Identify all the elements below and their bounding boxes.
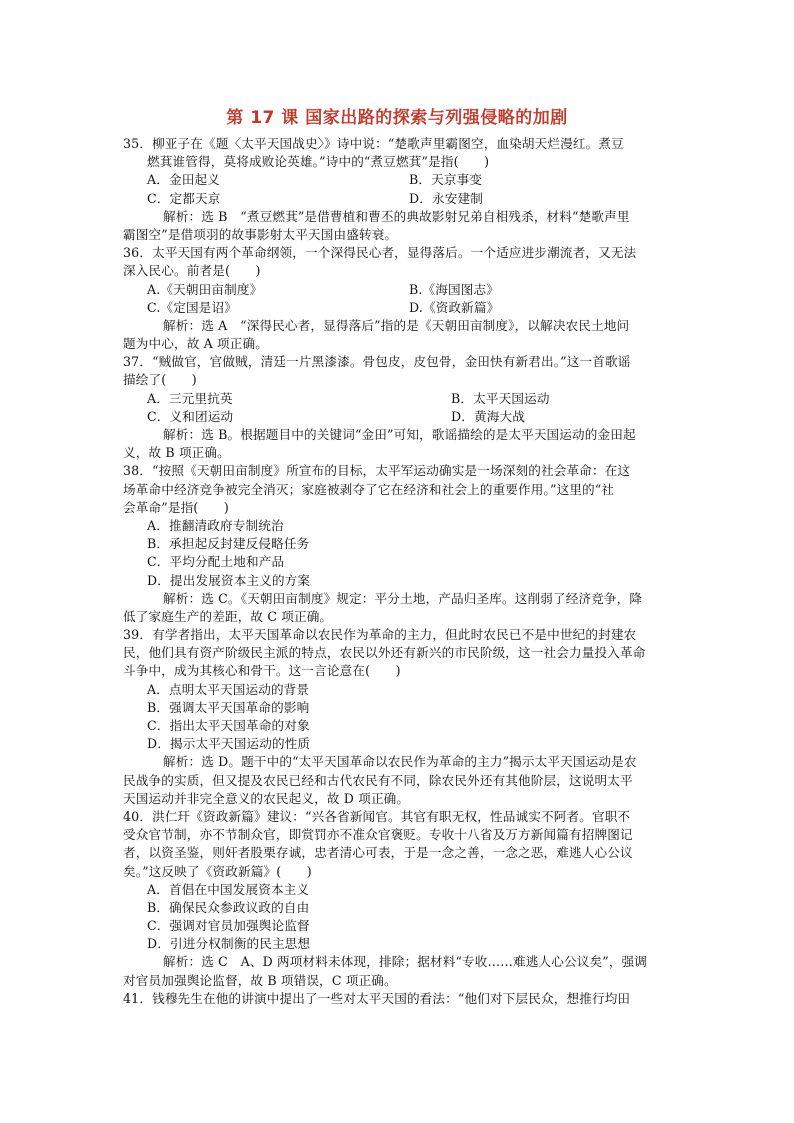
- analysis-line: 霸图空”是借项羽的故事影射太平天国由盛转衰。: [123, 226, 398, 242]
- question-list: [123, 135, 675, 1008]
- question-stem-line: 40．洪仁玕《资政新篇》建议：“兴各省新闻官。其官有职无权，性品诚实不阿者。官职不: [123, 808, 631, 824]
- question-stem-line: 36．太平天国有两个革命纲领，一个深得民心者，显得落后。一个适应进步潮流者，又无法: [123, 245, 637, 261]
- question-39: [123, 626, 675, 808]
- question-stem-line: 斗争中，成为其核心和骨干。这一言论意在( ): [123, 663, 401, 679]
- option-c: C.《定国是诏》: [147, 299, 237, 315]
- option-d: D.《资政新篇》: [409, 299, 500, 315]
- option-a: A．金田起义: [147, 172, 220, 188]
- analysis-line: 低了家庭生产的差距，故 C 项正确。: [123, 608, 333, 624]
- option-a: A．推翻清政府专制统治: [147, 517, 284, 533]
- question-stem-line: 民，他们具有资产阶级民主派的特点，农民以外还有新兴的市民阶级，这一社会力量投入革命: [123, 645, 646, 661]
- option-row: [123, 390, 675, 408]
- analysis-line: 解析：选 B。根据题目中的关键词“金田”可知，歌谣描绘的是太平天国运动的金田起: [163, 427, 636, 442]
- analysis-line: 民战争的实质，但又提及农民已经和古代农民有不同，除农民外还有其他阶层，这说明太平: [123, 772, 633, 788]
- option-row: [123, 299, 675, 317]
- analysis-line: 解析：选 C。《天朝田亩制度》规定：平分土地，产品归圣库。这削弱了经济竞争，降: [163, 590, 643, 606]
- option-b: B．天京事变: [409, 172, 483, 188]
- option-c: C．义和团运动: [147, 408, 234, 424]
- question-stem-line: 41．钱穆先生在他的讲演中提出了一些对太平天国的看法：“他们对下层民众，想推行均田: [123, 990, 631, 1006]
- question-stem-line: 39．有学者指出，太平天国革命以农民作为革命的主力，但此时农民已不是中世纪的封建农: [123, 627, 637, 643]
- option-d: D．引进分权制衡的民主思想: [147, 936, 311, 952]
- option-c: C．指出太平天国革命的对象: [147, 718, 310, 733]
- option-row: [123, 408, 675, 426]
- question-stem-line: 燃萁谁管得，莫将成败论英雄。”诗中的“煮豆燃萁”是指( ): [147, 154, 490, 170]
- option-d: D．提出发展资本主义的方案: [147, 572, 311, 588]
- option-a: A．点明太平天国运动的背景: [147, 681, 310, 697]
- option-c: C．强调对官员加强舆论监督: [147, 918, 310, 934]
- option-c: C．平均分配土地和产品: [147, 554, 285, 570]
- option-c: C．定都天京: [147, 190, 221, 206]
- option-b: B．太平天国运动: [451, 390, 550, 406]
- analysis-line: 义，故 B 项正确。: [123, 445, 230, 461]
- option-d: D．揭示太平天国运动的性质: [147, 736, 311, 752]
- question-stem-line: 38．“按照《天朝田亩制度》所宣布的目标，太平军运动确实是一场深刻的社会革命：在这: [123, 463, 631, 479]
- question-38: [123, 462, 675, 626]
- analysis-line: 解析：选 D。题干中的“太平天国革命以农民作为革命的主力”揭示太平天国运动是农: [163, 754, 637, 770]
- option-a: A．三元里抗英: [147, 390, 233, 406]
- analysis-line: 对官员加强舆论监督，故 B 项错误，C 项正确。: [123, 972, 397, 988]
- question-stem-line: 35．柳亚子在《题〈太平天国战史〉》诗中说：“楚歌声里霸图空，血染胡天烂漫红。煮豆: [123, 136, 624, 151]
- lesson-title: 第 17 课 国家出路的探索与列强侵略的加剧: [226, 108, 568, 128]
- option-row: [123, 171, 675, 189]
- question-stem-line: 者，以资圣鉴，则奸者股栗存诚，忠者清心可表，于是一念之善，一念之恶，难逃人心公议: [123, 845, 633, 861]
- question-stem-line: 受众官节制，亦不节制众官，即赏罚亦不准众官褒贬。专收十八省及万方新闻篇有招牌图记: [123, 827, 633, 843]
- question-35: [123, 135, 675, 244]
- question-stem-line: 描绘了( ): [123, 372, 197, 388]
- option-b: B．确保民众参政议政的自由: [147, 899, 310, 915]
- option-b: B．承担起反封建反侵略任务: [147, 536, 310, 552]
- question-41: [123, 990, 675, 1008]
- question-stem-line: 深入民心。前者是( ): [123, 263, 261, 279]
- question-stem-line: 37．“贼做官，官做贼，清廷一片黑漆漆。骨包皮，皮包骨，金田快有新君出。”这一首歌谣: [123, 354, 631, 370]
- question-stem-line: 场革命中经济竞争被完全消灭；家庭被剥夺了它在经济和社会上的重要作用。”这里的“社: [123, 481, 615, 497]
- question-36: [123, 244, 675, 353]
- analysis-line: 题为中心，故 A 项正确。: [123, 336, 268, 352]
- option-a: A．首倡在中国发展资本主义: [147, 881, 310, 897]
- option-row: [123, 281, 675, 299]
- analysis-line: 天国运动并非完全意义的农民起义，故 D 项正确。: [123, 790, 410, 806]
- question-stem-line: 矣。”这反映了《资政新篇》( ): [123, 863, 312, 879]
- analysis-line: 解析：选 C A、D 两项材料未体现，排除；据材料“专收……难逃人心公议矣”，强调: [163, 954, 648, 970]
- option-b: B．强调太平天国革命的影响: [147, 699, 310, 715]
- analysis-line: 解析：选 B “煮豆燃萁”是借曹植和曹丕的典故影射兄弟自相残杀，材料“楚歌声里: [163, 208, 630, 224]
- option-b: B.《海国图志》: [409, 281, 500, 297]
- option-a: A.《天朝田亩制度》: [147, 281, 263, 297]
- question-37: [123, 353, 675, 462]
- option-d: D．永安建制: [409, 190, 483, 206]
- question-40: [123, 808, 675, 990]
- option-row: [123, 190, 675, 208]
- analysis-line: 解析：选 A “深得民心者，显得落后”指的是《天朝田亩制度》，以解决农民土地问: [163, 317, 630, 333]
- question-stem-line: 会革命”是指( ): [123, 499, 229, 515]
- option-d: D．黄海大战: [451, 408, 525, 424]
